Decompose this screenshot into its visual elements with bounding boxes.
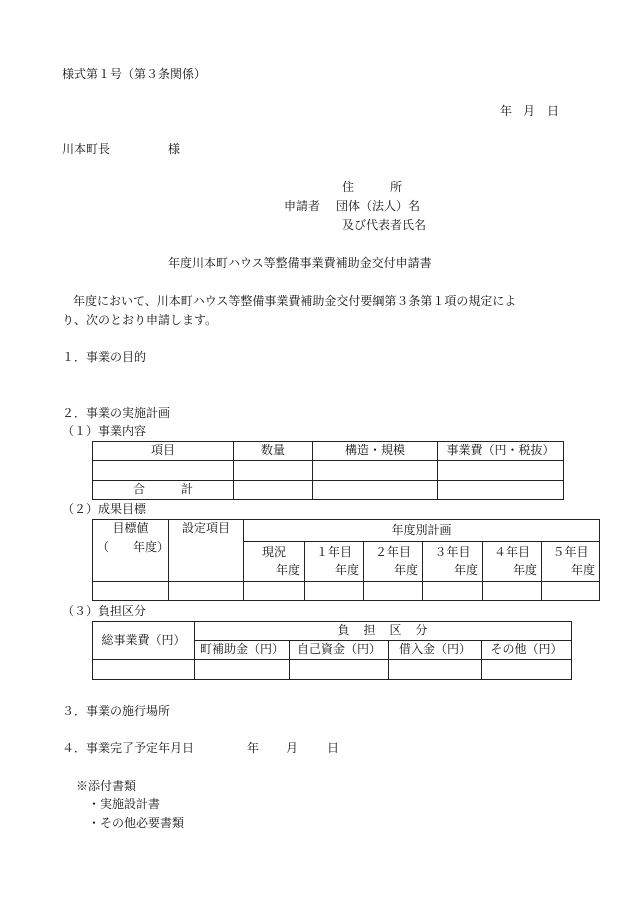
table-cell[interactable] [482, 660, 572, 680]
col-borrowing: 借入金（円） [389, 641, 482, 660]
rep-name-label: 及び代表者氏名 [342, 218, 427, 232]
business-content-table [92, 441, 564, 500]
col-header-item: 項目 [93, 442, 234, 461]
page-title: 年度川本町ハウス等整備事業費補助金交付申請書 [168, 256, 432, 270]
table-cell[interactable] [169, 582, 244, 601]
table-cell[interactable] [93, 461, 234, 481]
setting-item-header: 設定項目 [169, 520, 244, 582]
table-cell[interactable] [93, 582, 169, 601]
table-cell[interactable] [290, 660, 389, 680]
table-cell[interactable] [305, 582, 364, 601]
year-col-1: １年目 年度 [305, 542, 364, 582]
table-cell[interactable] [195, 660, 290, 680]
intro-line-1: 年度において、川本町ハウス等整備事業費補助金交付要綱第３条第１項の規定によ [73, 294, 517, 308]
completion-year-label: 年 [247, 741, 260, 755]
burden-header: 負 担 区 分 [195, 622, 572, 641]
year-col-3: ３年目 年度 [423, 542, 483, 582]
col-header-cost: 事業費（円・税抜） [438, 442, 564, 461]
table-cell[interactable] [313, 481, 438, 500]
table-cell[interactable] [438, 461, 564, 481]
completion-day-label: 日 [327, 741, 340, 755]
year-col-4: ４年目 年度 [483, 542, 542, 582]
table-cell[interactable] [542, 582, 600, 601]
table-cell[interactable] [93, 660, 195, 680]
table-cell[interactable] [364, 582, 423, 601]
results-target-table [92, 519, 600, 601]
date-month-label: 月 [523, 104, 536, 118]
total-label: 合 計 [93, 481, 234, 500]
target-year-label: （ 年度） [97, 540, 170, 555]
target-value-header [93, 520, 169, 582]
intro-line-2: り、次のとおり申請します。 [62, 313, 218, 327]
annual-plan-header: 年度別計画 [244, 520, 600, 542]
sub2-heading: （２）成果目標 [62, 502, 147, 516]
burden-table [92, 621, 572, 680]
table-cell[interactable] [244, 582, 305, 601]
completion-month-label: 月 [286, 741, 299, 755]
col-header-structure: 構造・規模 [313, 442, 438, 461]
table-cell[interactable] [438, 481, 564, 500]
table-cell[interactable] [234, 461, 313, 481]
form-number: 様式第１号（第３条関係） [62, 67, 207, 81]
addressee: 川本町長 [62, 142, 111, 156]
year-col-5: ５年目 年度 [542, 542, 600, 582]
table-cell[interactable] [423, 582, 483, 601]
org-name-label: 団体（法人）名 [336, 199, 421, 213]
total-cost-header: 総事業費（円） [93, 622, 195, 660]
year-col-2: ２年目 年度 [364, 542, 423, 582]
col-header-quantity: 数量 [234, 442, 313, 461]
address-label: 住 所 [342, 180, 403, 194]
sub3-heading: （３）負担区分 [62, 604, 147, 618]
table-cell[interactable] [234, 481, 313, 500]
addressee-suffix: 様 [168, 142, 181, 156]
col-town-subsidy: 町補助金（円） [195, 641, 290, 660]
col-own-funds: 自己資金（円） [290, 641, 389, 660]
col-other: その他（円） [482, 641, 572, 660]
date-year-label: 年 [500, 104, 513, 118]
table-cell[interactable] [313, 461, 438, 481]
attachment-item: ・実施設計書 [88, 797, 161, 811]
attachment-item: ・その他必要書類 [88, 816, 185, 830]
year-col-current: 現況 年度 [244, 542, 305, 582]
table-cell[interactable] [389, 660, 482, 680]
section4-heading: ４．事業完了予定年月日 [62, 741, 195, 755]
section1-heading: １．事業の目的 [62, 350, 147, 364]
applicant-label: 申請者 [284, 199, 321, 213]
section2-heading: ２．事業の実施計画 [62, 406, 171, 420]
target-value-label: 目標値 [112, 521, 149, 535]
table-cell[interactable] [483, 582, 542, 601]
sub1-heading: （１）事業内容 [62, 424, 147, 438]
section3-heading: ３．事業の施行場所 [62, 704, 171, 718]
date-day-label: 日 [547, 104, 560, 118]
attachments-heading: ※添付書類 [76, 779, 137, 793]
